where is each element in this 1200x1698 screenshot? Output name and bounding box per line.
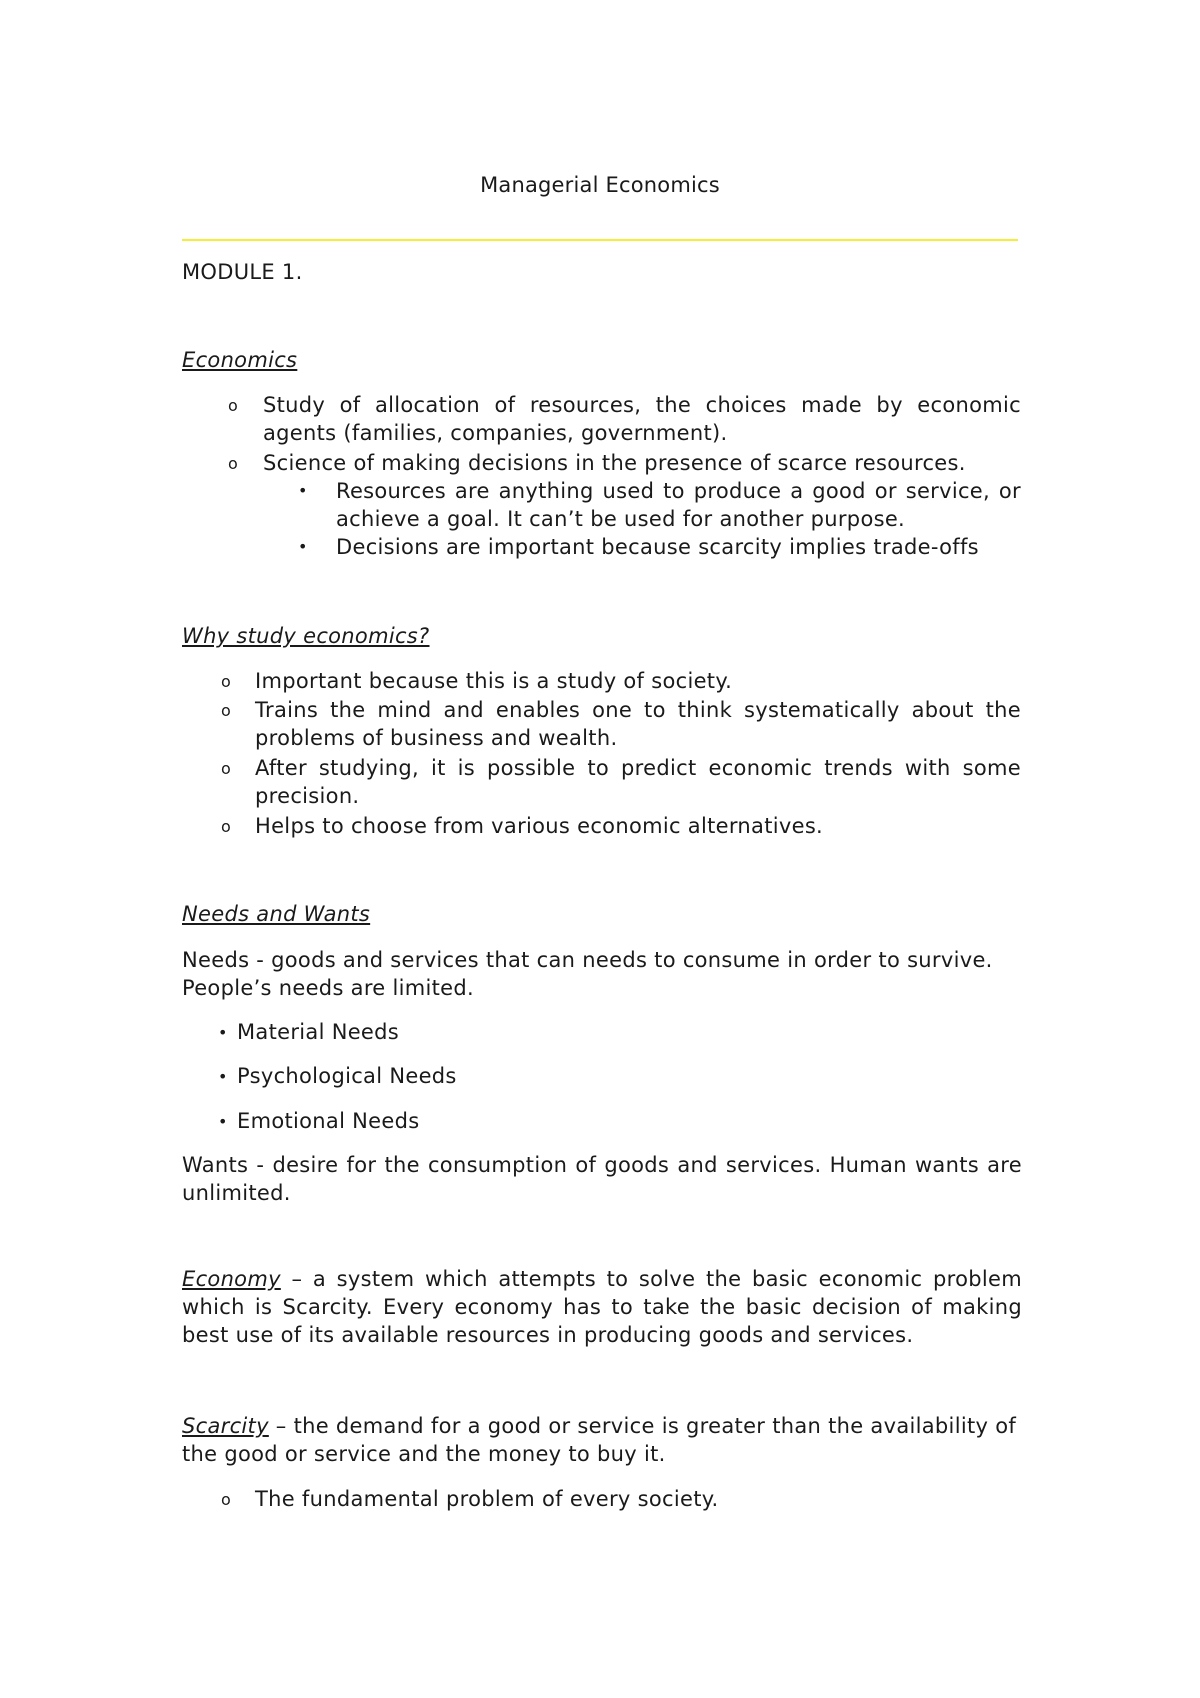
wants-paragraph: Wants - desire for the consumption of goods and services. Human wants are unlimited. [182, 1153, 1022, 1205]
scarcity-paragraph [182, 1412, 1022, 1468]
bullet-icon: • [218, 1067, 228, 1086]
economy-definition: – a system which attempts to solve the basic economic problem which is Scarcity. Every economy has to take the basic decision of making best use of its available resources in producing goods and services. [182, 1267, 1022, 1347]
circle-bullet-icon: o [221, 701, 231, 720]
circle-bullet-icon: o [221, 672, 231, 691]
bullet-icon: • [298, 537, 308, 556]
circle-bullet-icon: o [228, 396, 238, 415]
needs-heading: Needs and Wants [182, 902, 371, 926]
why-item: Trains the mind and enables one to think systematically about the problems of business and wealth. [255, 698, 1021, 750]
why-item: Important because this is a study of society. [255, 669, 733, 693]
needs-list-item: Psychological Needs [237, 1064, 457, 1088]
economics-item: Science of making decisions in the presence of scarce resources. [263, 451, 966, 475]
title-divider [182, 239, 1018, 241]
bullet-icon: • [218, 1112, 228, 1131]
economy-paragraph [182, 1265, 1022, 1349]
circle-bullet-icon: o [221, 1490, 231, 1509]
economics-item: Study of allocation of resources, the choices made by economic agents (families, companies, government). [263, 393, 1021, 445]
circle-bullet-icon: o [221, 817, 231, 836]
economy-term: Economy [182, 1267, 281, 1291]
needs-paragraph: Needs - goods and services that can needs to consume in order to survive. People’s needs are limited. [182, 948, 993, 1000]
economics-subitem: Decisions are important because scarcity implies trade-offs [336, 535, 979, 559]
scarcity-definition: – the demand for a good or service is greater than the availability of the good or service and the money to buy it. [182, 1414, 1017, 1466]
circle-bullet-icon: o [228, 454, 238, 473]
scarcity-item: The fundamental problem of every society. [255, 1487, 719, 1511]
why-heading: Why study economics? [182, 624, 430, 648]
scarcity-term: Scarcity [182, 1414, 269, 1438]
why-item: Helps to choose from various economic alternatives. [255, 814, 824, 838]
document-title: Managerial Economics [480, 173, 720, 197]
needs-list-item: Emotional Needs [237, 1109, 420, 1133]
economics-subitem: Resources are anything used to produce a good or service, or achieve a goal. It can’t be used for another purpose. [336, 479, 1021, 531]
bullet-icon: • [298, 481, 308, 500]
circle-bullet-icon: o [221, 759, 231, 778]
economics-heading: Economics [182, 348, 298, 372]
module-label: MODULE 1. [182, 260, 303, 284]
why-item: After studying, it is possible to predict economic trends with some precision. [255, 756, 1021, 808]
needs-list-item: Material Needs [237, 1020, 400, 1044]
bullet-icon: • [218, 1023, 228, 1042]
